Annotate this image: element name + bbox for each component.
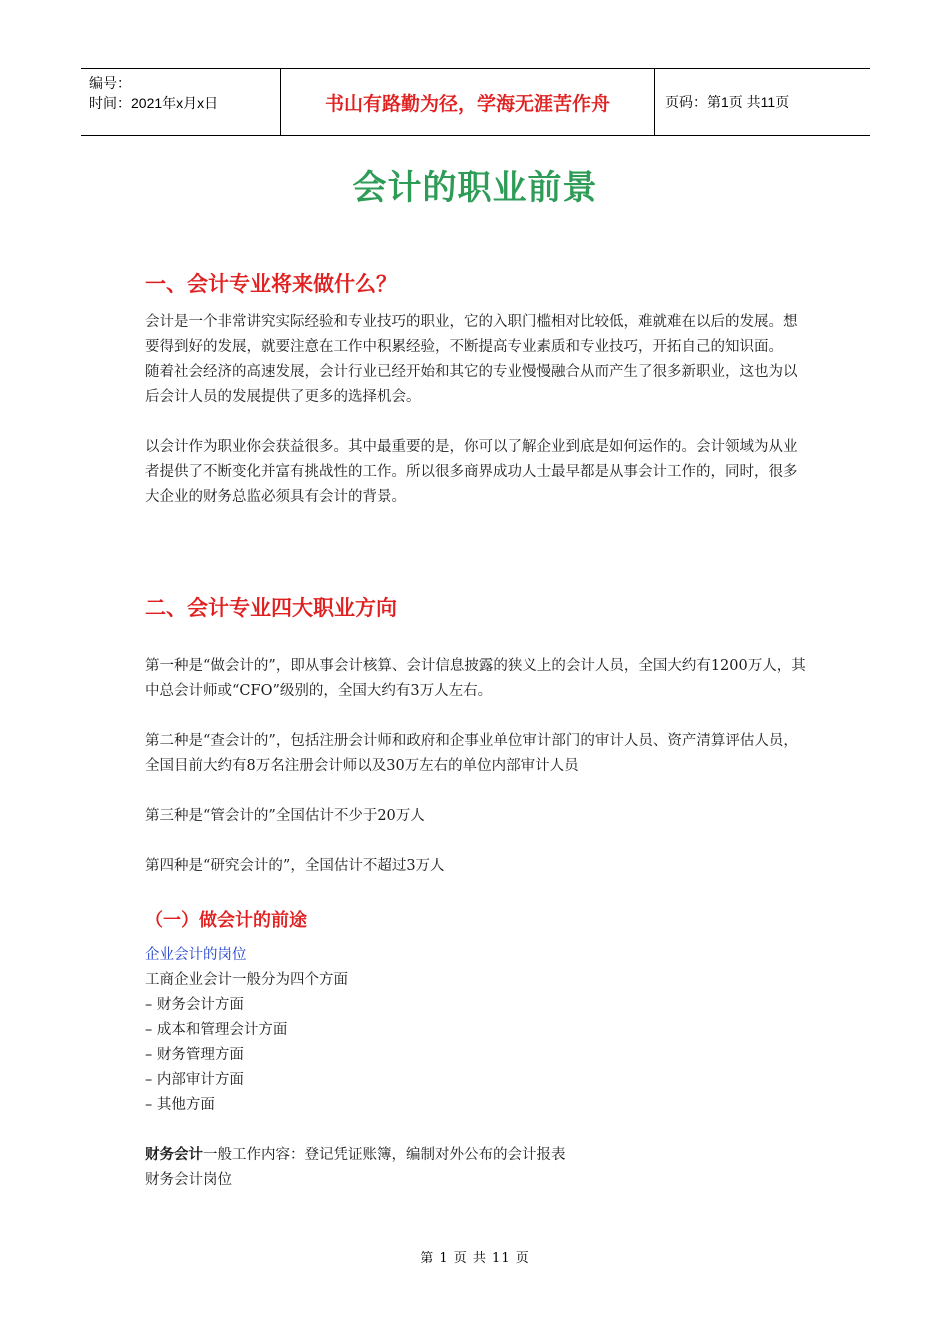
header-table [81,68,870,136]
list-item: – 财务会计方面 [145,997,244,1013]
list-item: – 财务管理方面 [145,1047,244,1063]
list-item: – 其他方面 [145,1097,215,1113]
post-intro: 工商企业会计一般分为四个方面 [145,972,348,988]
number-label: 编号： [89,75,131,91]
financial-accounting-post: 财务会计岗位 [145,1172,232,1188]
section1-para3: 以会计作为职业你会获益很多。其中最重要的是，你可以了解企业到底是如何运作的。会计领域为从业者提供了不断变化并富有挑战性的工作。所以很多商界成功人士最早都是从事会计工作的，同时，很多大企业的财务总监必须具有会计的背景。 [145,439,798,505]
post-title: 企业会计的岗位 [145,947,247,963]
section1-heading: 一、会计专业将来做什么？ [145,272,397,296]
direction-1: 第一种是“做会计的”，即从事会计核算、会计信息披露的狭义上的会计人员，全国大约有1200万人，其中总会计师或“CFO”级别的，全国大约有3万人左右。 [145,658,806,699]
section2-heading: 二、会计专业四大职业方向 [145,596,397,620]
section1-para1: 会计是一个非常讲究实际经验和专业技巧的职业，它的入职门槛相对比较低，难就难在以后的发展。想要得到好的发展，就要注意在工作中积累经验，不断提高专业素质和专业技巧，开拓自己的知识面。 [145,314,798,355]
document-title: 会计的职业前景 [352,168,598,208]
document-body [145,268,810,1193]
subsection1-heading: （一）做会计的前途 [145,910,307,931]
section1-para2: 随着社会经济的高速发展，会计行业已经开始和其它的专业慢慢融合从而产生了很多新职业，这也为以后会计人员的发展提供了更多的选择机会。 [145,364,798,405]
direction-4: 第四种是“研究会计的”，全国估计不超过3万人 [145,858,445,874]
list-item: – 内部审计方面 [145,1072,244,1088]
direction-2: 第二种是“查会计的”，包括注册会计师和政府和企事业单位审计部门的审计人员、资产清算评估人员，全国目前大约有8万名注册会计师以及30万左右的单位内部审计人员 [145,733,798,774]
financial-accounting-term: 财务会计 [145,1147,203,1163]
direction-3: 第三种是“管会计的”全国估计不少于20万人 [145,808,425,824]
header-motto: 书山有路勤为径，学海无涯苦作舟 [281,69,655,135]
header-page-info: 页码：第1页 共11页 [665,94,790,110]
time-label: 时间：2021年x月x日 [89,95,219,111]
financial-accounting-line [145,1143,810,1168]
page-footer: 第 1 页 共 11 页 [420,1251,530,1266]
list-item: – 成本和管理会计方面 [145,1022,288,1038]
header-left-cell [81,69,281,135]
financial-accounting-desc: 一般工作内容：登记凭证账簿，编制对外公布的会计报表 [203,1147,566,1163]
